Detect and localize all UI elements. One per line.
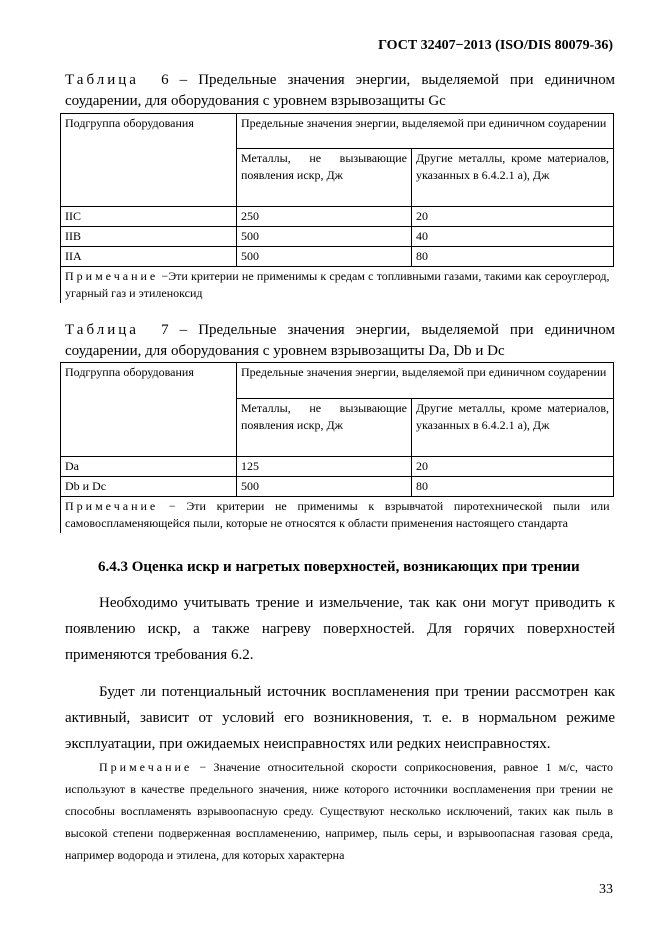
table-row <box>61 477 614 497</box>
table6-header-other: Другие металлы, кроме материалов, указанных в 6.4.2.1 а), Дж <box>412 149 614 207</box>
table6 <box>60 113 614 303</box>
table6-header-metals: Металлы, не вызывающие появления искр, Дж <box>237 149 412 207</box>
section-paragraph-2: Будет ли потенциальный источник воспламенения при трении рассмотрен как активный, зависит от условий его возникновения, т. е. в нормальном режиме эксплуатации, при ожидаемых неисправностях или редких неисправностях. <box>65 684 615 752</box>
table6-cell-group: IIB <box>61 227 237 247</box>
table7-cell-group: Db и Dc <box>61 477 237 497</box>
table-row <box>61 227 614 247</box>
section-note-label: Примечание <box>99 760 193 774</box>
table6-title-line1: – Предельные значения энергии, выделяемой при единичном <box>179 72 616 88</box>
table6-note-text: −Эти критерии не применимы к средам с топливными газами, такими как сероуглерод, угарный газ и этиленоксид <box>65 269 610 300</box>
table6-cell-metals: 250 <box>237 207 412 227</box>
table-row <box>61 247 614 267</box>
table7-note-label: Примечание <box>65 499 159 513</box>
table6-header-energy: Предельные значения энергии, выделяемой при единичном соударении <box>237 114 614 149</box>
table7-number: 7 <box>161 322 169 338</box>
table6-cell-metals: 500 <box>237 227 412 247</box>
table6-cell-group: IIC <box>61 207 237 227</box>
table7-cell-metals: 125 <box>237 457 412 477</box>
table7-cell-metals: 500 <box>237 477 412 497</box>
table7-title-line2: соударении, для оборудования с уровнем взрывозащиты Da, Db и Dc <box>65 343 505 359</box>
table-row <box>61 207 614 227</box>
table7-cell-group: Da <box>61 457 237 477</box>
table6-cell-other: 80 <box>412 247 614 267</box>
section-note-text: − Значение относительной скорости соприкосновения, равное 1 м/с, часто используют в качестве предельного значения, ниже которого источники воспламенения при трении не способны воспламенять взрывоопасную среду. Существуют несколько исключений, таких как пыль в высокой степени подверженная воспламенению, например, пыль серы, и взрывоопасная газовая среда, например водорода и этилена, для которых характерна <box>65 760 613 862</box>
table6-cell-group: IIA <box>61 247 237 267</box>
table-row <box>61 457 614 477</box>
table6-header-group: Подгруппа оборудования <box>61 114 237 207</box>
table6-caption <box>65 70 615 112</box>
page-number: 33 <box>599 882 613 897</box>
table7-note-text: − Эти критерии не применимы к взрывчатой пиротехнической пыли или самовоспламеняющейся пыли, которые не относятся к области применения настоящего стандарта <box>65 499 610 530</box>
table7-cell-other: 80 <box>412 477 614 497</box>
table6-note-label: Примечание <box>65 269 159 283</box>
section-heading: 6.4.3 Оценка искр и нагретых поверхностей, возникающих при трении <box>98 559 580 575</box>
table6-cell-other: 40 <box>412 227 614 247</box>
table6-title-line2: соударении, для оборудования с уровнем взрывозащиты Gc <box>65 93 446 109</box>
table6-note <box>61 267 614 304</box>
table7-header-energy: Предельные значения энергии, выделяемой при единичном соударении <box>237 363 614 399</box>
table6-label: Таблица <box>65 72 139 88</box>
table7-note <box>61 497 614 534</box>
table7-cell-other: 20 <box>412 457 614 477</box>
table7-label: Таблица <box>65 322 139 338</box>
table7-header-group: Подгруппа оборудования <box>61 363 237 457</box>
table7-title-line1: – Предельные значения энергии, выделяемой при единичном <box>179 322 616 338</box>
section-note <box>65 756 613 866</box>
table7-header-other: Другие металлы, кроме материалов, указанных в 6.4.2.1 а), Дж <box>412 399 614 457</box>
table6-number: 6 <box>161 72 169 88</box>
table7-header-metals: Металлы, не вызывающие появления искр, Дж <box>237 399 412 457</box>
table7-caption <box>65 320 615 362</box>
table6-cell-other: 20 <box>412 207 614 227</box>
document-code-header: ГОСТ 32407−2013 (ISO/DIS 80079-36) <box>378 38 613 53</box>
section-paragraph-1: Необходимо учитывать трение и измельчение, так как они могут приводить к появлению искр, а также нагреву поверхностей. Для горячих поверхностей применяются требования 6.2. <box>65 595 615 663</box>
table7 <box>60 362 614 533</box>
table6-cell-metals: 500 <box>237 247 412 267</box>
